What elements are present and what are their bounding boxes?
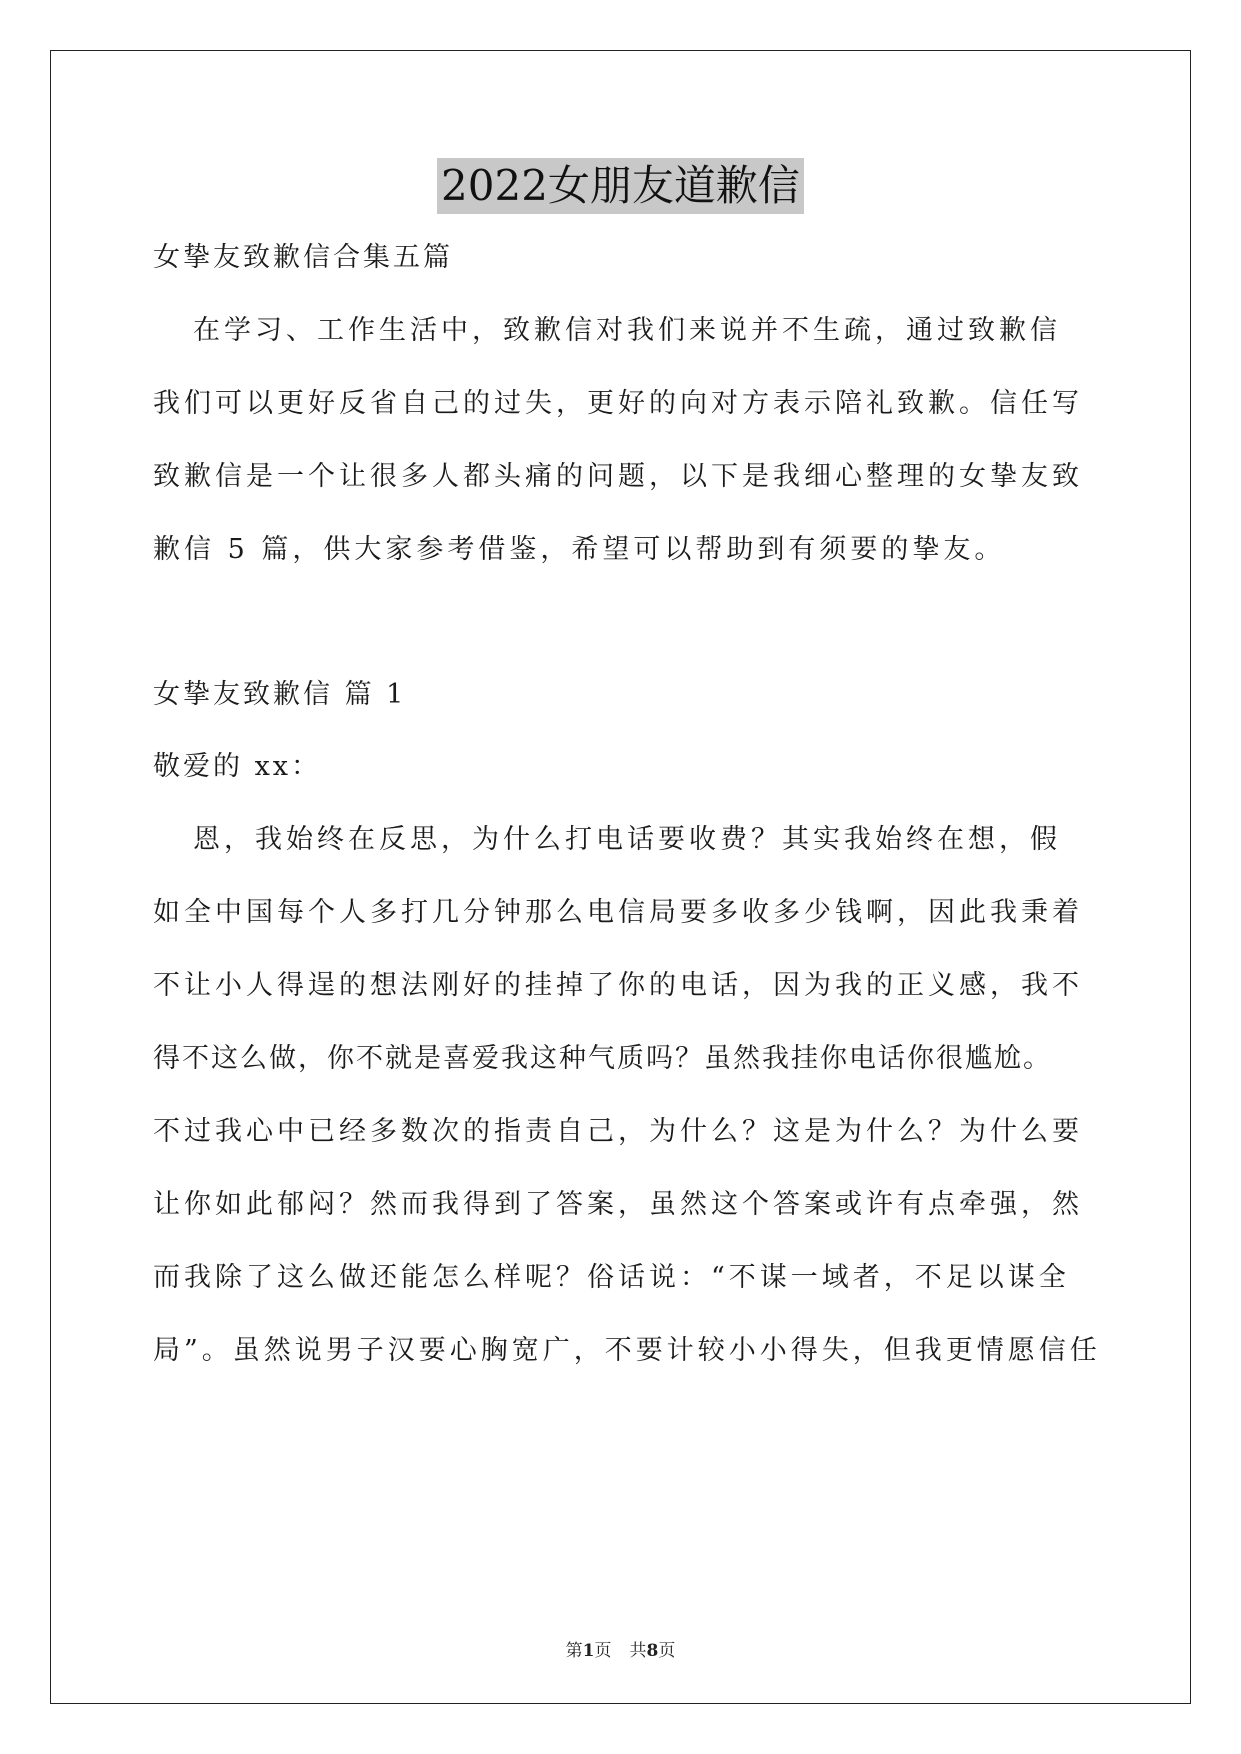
intro-line-2: 我们可以更好反省自己的过失，更好的向对方表示陪礼致歉。信任写	[153, 388, 1083, 419]
subtitle: 女挚友致歉信合集五篇	[153, 242, 453, 273]
section-heading: 女挚友致歉信 篇 1	[153, 679, 407, 710]
page-border	[50, 50, 1191, 1704]
title-container	[0, 158, 1241, 214]
intro-line-1: 在学习、工作生活中，致歉信对我们来说并不生疏，通过致歉信	[193, 315, 1061, 346]
body-line-6: 让你如此郁闷？然而我得到了答案，虽然这个答案或许有点牵强，然	[153, 1189, 1083, 1220]
body-line-1: 恩，我始终在反思，为什么打电话要收费？其实我始终在想，假	[193, 824, 1061, 855]
page-footer	[0, 1636, 1241, 1661]
salutation: 敬爱的 xx：	[153, 751, 322, 782]
page-suffix: 页	[594, 1641, 612, 1661]
page-number: 1	[582, 1641, 595, 1661]
body-line-4: 得不这么做，你不就是喜爱我这种气质吗？虽然我挂你电话你很尴尬。	[153, 1043, 1052, 1074]
total-prefix: 共	[629, 1641, 647, 1661]
total-pages: 8	[646, 1641, 659, 1661]
intro-line-4: 歉信 5 篇，供大家参考借鉴，希望可以帮助到有须要的挚友。	[153, 534, 1006, 565]
body-line-3: 不让小人得逞的想法刚好的挂掉了你的电话，因为我的正义感，我不	[153, 970, 1083, 1001]
body-line-5: 不过我心中已经多数次的指责自己，为什么？这是为什么？为什么要	[153, 1116, 1083, 1147]
intro-line-3: 致歉信是一个让很多人都头痛的问题，以下是我细心整理的女挚友致	[153, 461, 1083, 492]
total-suffix: 页	[658, 1641, 676, 1661]
body-line-2: 如全中国每个人多打几分钟那么电信局要多收多少钱啊，因此我秉着	[153, 897, 1083, 928]
document-title: 2022女朋友道歉信	[437, 158, 804, 214]
body-line-8: 局”。虽然说男子汉要心胸宽广，不要计较小小得失，但我更情愿信任	[153, 1335, 1101, 1366]
body-line-7: 而我除了这么做还能怎么样呢？俗话说：“不谋一域者，不足以谋全	[153, 1262, 1070, 1293]
page-prefix: 第	[565, 1641, 583, 1661]
